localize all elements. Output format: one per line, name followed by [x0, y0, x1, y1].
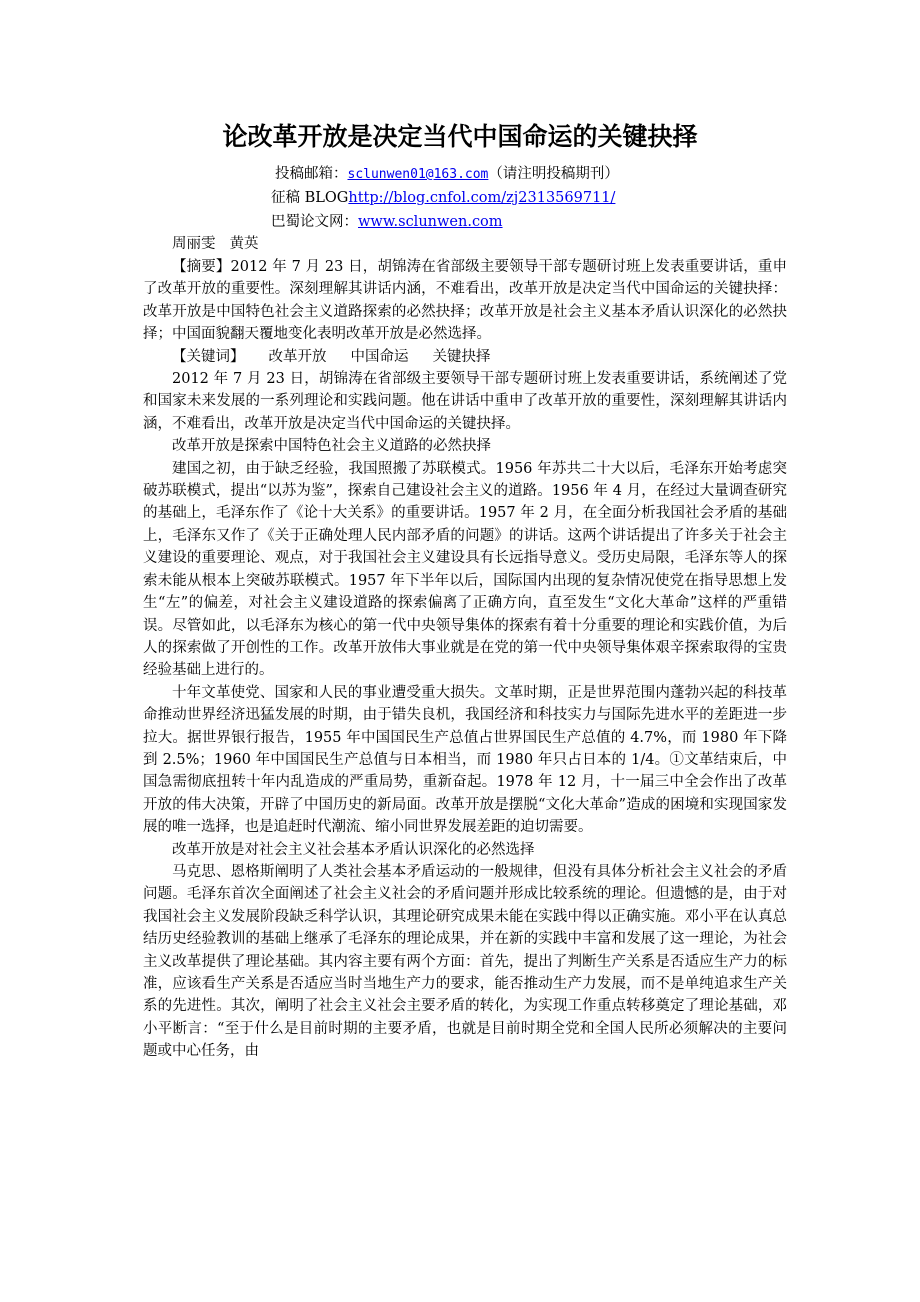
author-name: 黄英: [229, 236, 259, 252]
section-heading: 改革开放是探索中国特色社会主义道路的必然抉择: [172, 438, 491, 455]
article-body: [143, 256, 787, 1063]
blog-link[interactable]: http://blog.cnfol.com/zj2313569711/: [348, 190, 616, 206]
blog-label: 征稿 BLOG: [271, 190, 349, 206]
site-link[interactable]: www.sclunwen.com: [358, 214, 503, 230]
keyword: 关键抉择: [432, 348, 491, 365]
keyword: 改革开放: [268, 348, 327, 365]
abstract: [143, 256, 787, 346]
site-label: 巴蜀论文网：: [271, 214, 358, 230]
email-label: 投稿邮箱：: [275, 166, 348, 182]
submission-site-line: [271, 212, 503, 232]
email-note: （请注明投稿期刊）: [488, 166, 619, 182]
submission-email-line: [275, 164, 619, 185]
document-title: 论改革开放是决定当代中国命运的关键抉择: [222, 122, 698, 151]
abstract-text: 2012 年 7 月 23 日，胡锦涛在省部级主要领导干部专题研讨班上发表重要讲话，重申了改革开放的重要性。深刻理解其讲话内涵，不难看出，改革开放是决定当代中国命运的关键抉择：改革开放是中国特色社会主义道路探索的必然抉择；改革开放是社会主义基本矛盾认识深化的必然抉择；中国面貌翻天覆地变化表明改革开放是必然选择。: [143, 259, 788, 343]
author-name: 周丽雯: [172, 236, 216, 252]
section-heading: 改革开放是对社会主义社会基本矛盾认识深化的必然选择: [172, 841, 535, 858]
paragraph: 十年文革使党、国家和人民的事业遭受重大损失。文革时期，正是世界范围内蓬勃兴起的科技革命推动世界经济迅猛发展的时期，由于错失良机，我国经济和科技实力与国际先进水平的差距进一步拉大。据世界银行报告，1955 年中国国民生产总值占世界国民生产总值的 4.7%，而 1980 年下降到 2.5%；1960 年中国国民生产总值与日本相当，而 1980 年只占日本的 1/4。①文革结束后，中国急需彻底扭转十年内乱造成的严重局势，重新奋起。1978 年 12 月，十一届三中全会作出了改革开放的伟大决策，开辟了中国历史的新局面。改革开放是摆脱“文化大革命”造成的困境和实现国家发展的唯一选择，也是追赶时代潮流、缩小同世界发展差距的迫切需要。: [143, 684, 787, 836]
abstract-label: 【摘要】: [172, 259, 231, 275]
paragraph: 马克思、恩格斯阐明了人类社会基本矛盾运动的一般规律，但没有具体分析社会主义社会的矛盾问题。毛泽东首次全面阐述了社会主义社会的矛盾问题并形成比较系统的理论。但遗憾的是，由于对我国社会主义发展阶段缺乏科学认识，其理论研究成果未能在实践中得以正确实施。邓小平在认真总结历史经验教训的基础上继承了毛泽东的理论成果，并在新的实践中丰富和发展了这一理论，为社会主义改革提供了理论基础。其内容主要有两个方面：首先，提出了判断生产关系是否适应生产力的标准，应该看生产关系是否适应当时当地生产力的要求，能否推动生产力发展，而不是单纯追求生产关系的先进性。其次，阐明了社会主义社会主要矛盾的转化，为实现工作重点转移奠定了理论基础，邓小平断言：“至于什么是目前时期的主要矛盾，也就是目前时期全党和全国人民所必须解决的主要问题或中心任务，由: [143, 863, 787, 1060]
authors: [172, 234, 259, 254]
email-link[interactable]: sclunwen01@163.com: [347, 167, 489, 182]
paragraph: 2012 年 7 月 23 日，胡锦涛在省部级主要领导干部专题研讨班上发表重要讲话，系统阐述了党和国家未来发展的一系列理论和实践问题。他在讲话中重申了改革开放的重要性，深刻理解其讲话内涵，不难看出，改革开放是决定当代中国命运的关键抉择。: [143, 371, 787, 432]
keywords-label: 【关键词】: [172, 348, 245, 365]
submission-blog-line: [271, 188, 615, 208]
keywords: [143, 346, 787, 368]
keyword: 中国命运: [350, 348, 409, 365]
paragraph: 建国之初，由于缺乏经验，我国照搬了苏联模式。1956 年苏共二十大以后，毛泽东开始考虑突破苏联模式，提出“以苏为鉴”，探索自己建设社会主义的道路。1956 年 4 月，在经过大量调查研究的基础上，毛泽东作了《论十大关系》的重要讲话。1957 年 2 月，在全面分析我国社会矛盾的基础上，毛泽东又作了《关于正确处理人民内部矛盾的问题》的讲话。这两个讲话提出了许多关于社会主义建设的重要理论、观点，对于我国社会主义建设具有长远指导意义。受历史局限，毛泽东等人的探索未能从根本上突破苏联模式。1957 年下半年以后，国际国内出现的复杂情况使党在指导思想上发生“左”的偏差，对社会主义建设道路的探索偏离了正确方向，直至发生“文化大革命”这样的严重错误。尽管如此，以毛泽东为核心的第一代中央领导集体的探索有着十分重要的理论和实践价值，为后人的探索做了开创性的工作。改革开放伟大事业就是在党的第一代中央领导集体艰辛探索取得的宝贵经验基础上进行的。: [143, 460, 787, 679]
